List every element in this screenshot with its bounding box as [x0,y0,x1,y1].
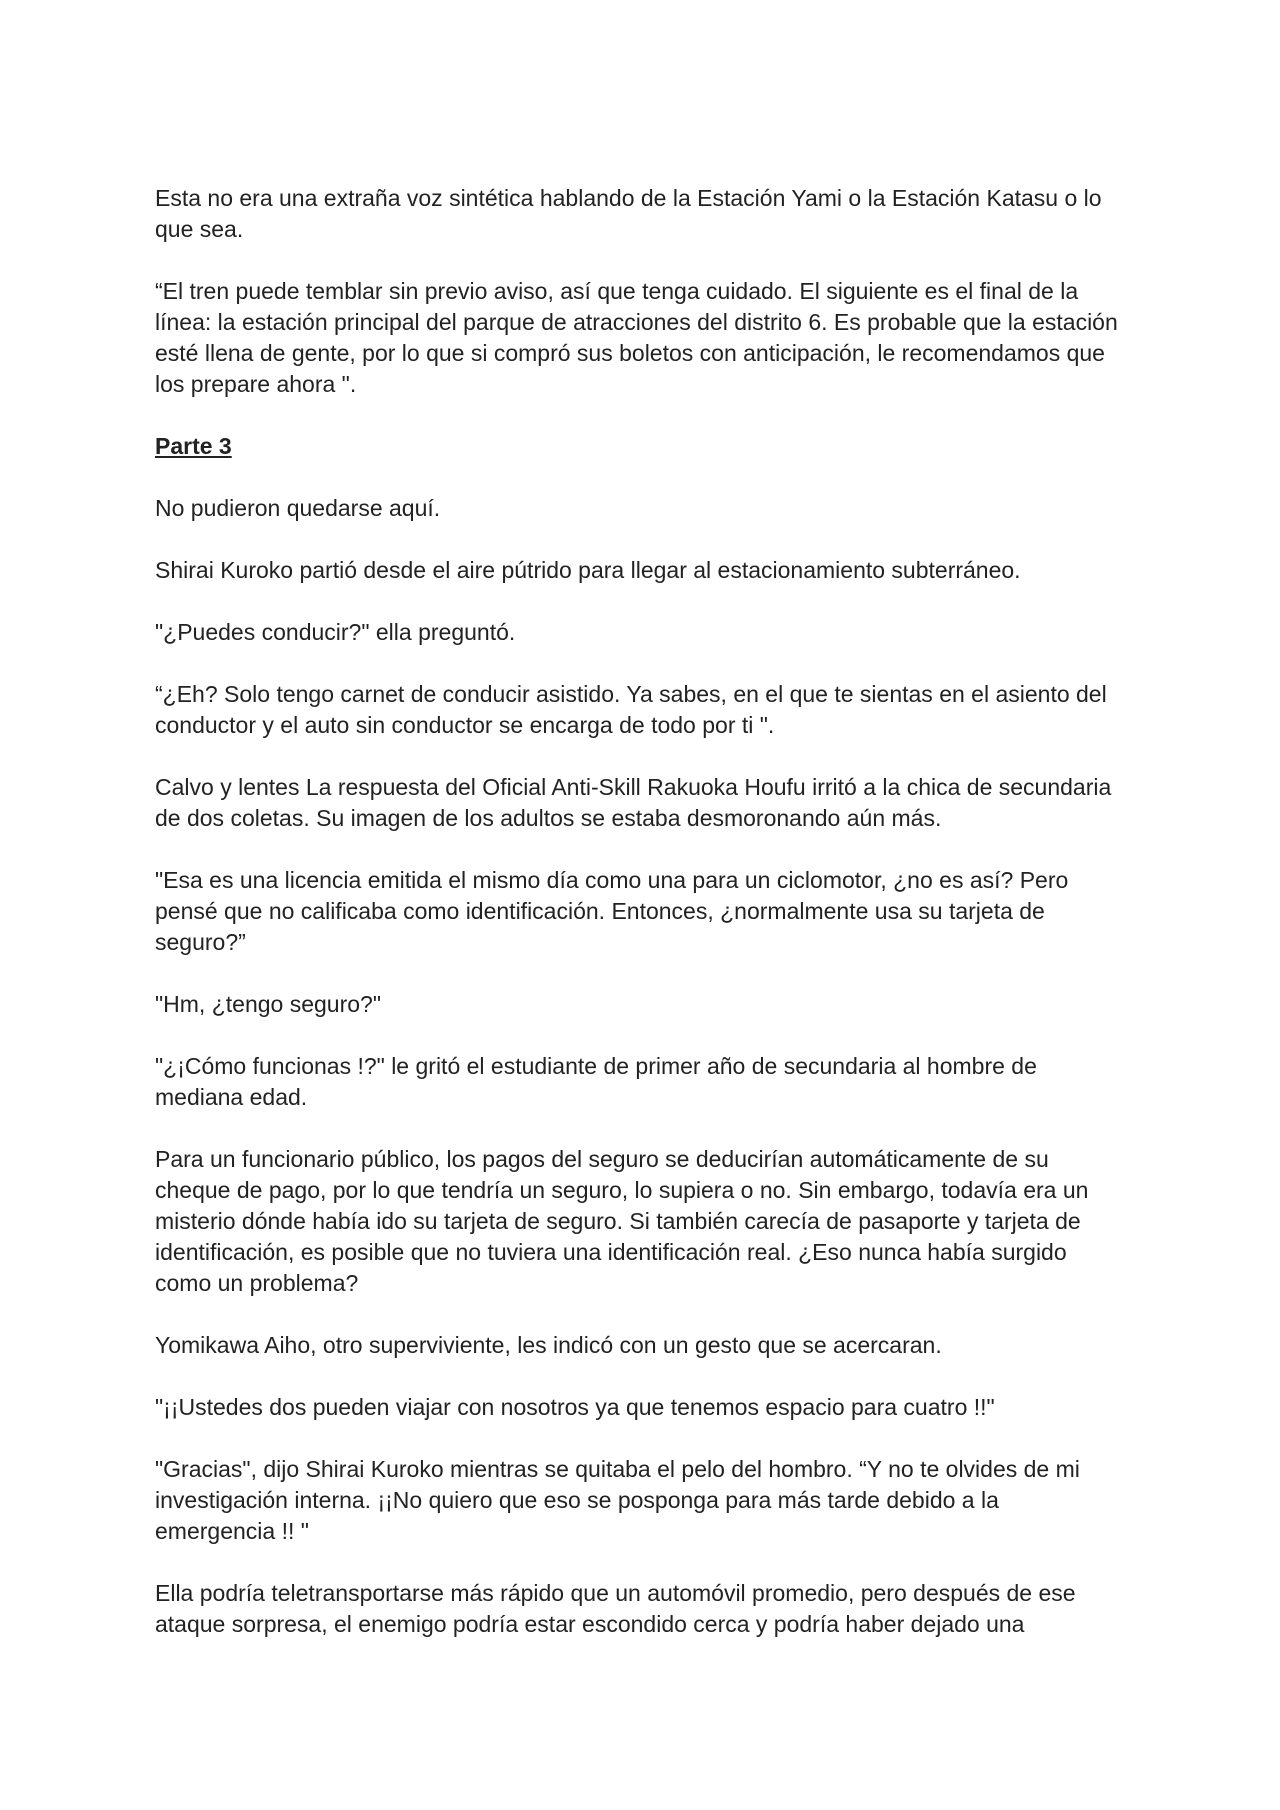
paragraph-11: Para un funcionario público, los pagos del seguro se deducirían automáticamente de su cheque de pago, por lo que tendría un seguro, lo supiera o no. Sin embargo, todavía era un misterio dónde había ido su tarjeta de seguro. Si también carecía de pasaporte y tarjeta de identificación, es posible que no tuviera una identificación real. ¿Eso nunca había surgido como un problema? [155,1146,1089,1296]
paragraph-13: "¡¡Ustedes dos pueden viajar con nosotros ya que tenemos espacio para cuatro !!" [155,1394,995,1420]
paragraph-6: “¿Eh? Solo tengo carnet de conducir asistido. Ya sabes, en el que te sientas en el asiento del conductor y el auto sin conductor se encarga de todo por ti ". [155,681,1107,738]
paragraph-8: "Esa es una licencia emitida el mismo día como una para un ciclomotor, ¿no es así? Pero pensé que no calificaba como identificación. Entonces, ¿normalmente usa su tarjeta de seguro?” [155,867,1069,955]
paragraph-5: "¿Puedes conducir?" ella preguntó. [155,619,516,645]
paragraph-9: "Hm, ¿tengo seguro?" [155,991,381,1017]
paragraph-14: "Gracias", dijo Shirai Kuroko mientras se quitaba el pelo del hombro. “Y no te olvides de mi investigación interna. ¡¡No quiero que eso se posponga para más tarde debido a la emergencia !! " [155,1456,1080,1544]
document-body [155,183,1125,1640]
section-heading: Parte 3 [155,433,232,459]
paragraph-3: No pudieron quedarse aquí. [155,495,441,521]
paragraph-12: Yomikawa Aiho, otro superviviente, les indicó con un gesto que se acercaran. [155,1332,942,1358]
paragraph-15: Ella podría teletransportarse más rápido que un automóvil promedio, pero después de ese ataque sorpresa, el enemigo podría estar escondido cerca y podría haber dejado una [155,1580,1076,1637]
paragraph-1: Esta no era una extraña voz sintética hablando de la Estación Yami o la Estación Katasu o lo que sea. [155,185,1102,242]
paragraph-2: “El tren puede temblar sin previo aviso, así que tenga cuidado. El siguiente es el final de la línea: la estación principal del parque de atracciones del distrito 6. Es probable que la estación esté llena de gente, por lo que si compró sus boletos con anticipación, le recomendamos que los prepare ahora ". [155,278,1118,397]
paragraph-7: Calvo y lentes La respuesta del Oficial Anti-Skill Rakuoka Houfu irritó a la chica de secundaria de dos coletas. Su imagen de los adultos se estaba desmoronando aún más. [155,774,1112,831]
paragraph-4: Shirai Kuroko partió desde el aire pútrido para llegar al estacionamiento subterráneo. [155,557,1021,583]
paragraph-10: "¿¡Cómo funcionas !?" le gritó el estudiante de primer año de secundaria al hombre de mediana edad. [155,1053,1037,1110]
